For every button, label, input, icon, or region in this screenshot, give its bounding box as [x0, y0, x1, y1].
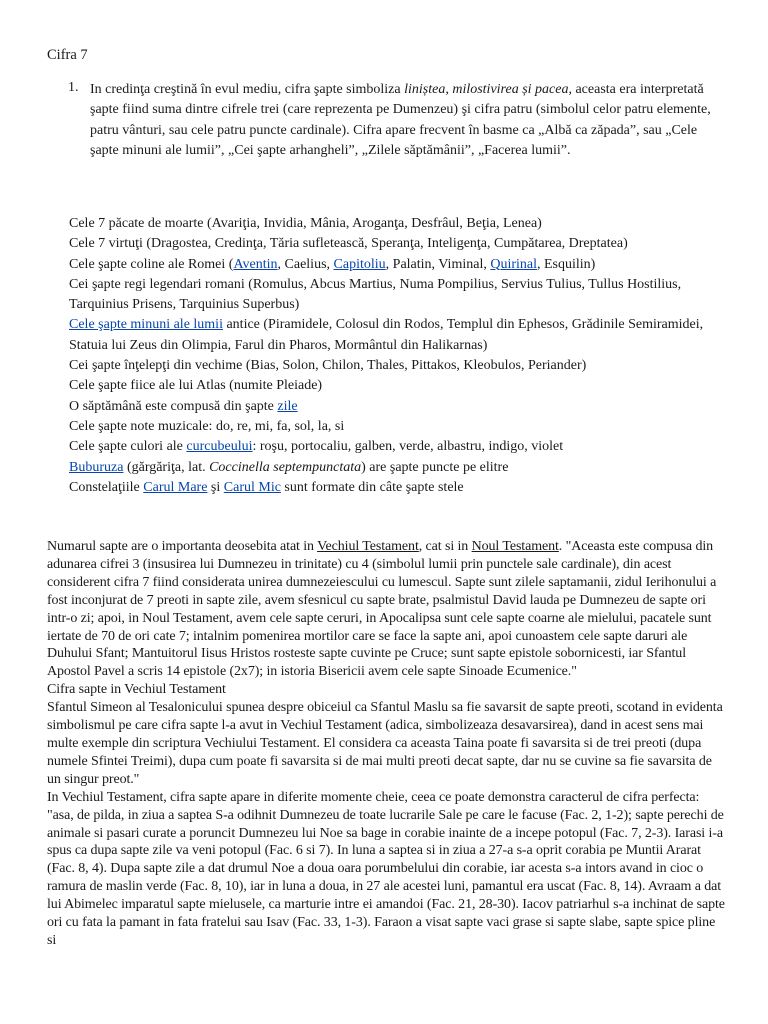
- section-heading: Cifra sapte in Vechiul Testament: [47, 682, 226, 698]
- link-carul-mic[interactable]: Carul Mic: [223, 479, 281, 495]
- link-capitoliu[interactable]: Capitoliu: [333, 256, 386, 272]
- fact-text: Constelaţiile: [69, 479, 144, 495]
- fact-line: Cei şapte regi legendari romani (Romulus, Abcus Martius, Numa Pompilius, Servius Tulius, Tullus Hostilius, Tarquinius Prisens, Tarquinius Superbus): [69, 276, 682, 313]
- fact-text: antice (Piramidele, Colosul din Rodos, Templul din Ephesos, Grădinile Semiramidei, Statuia lui Zeus din Olimpia, Farul din Pharos, Mormântul din Halikarnas): [69, 317, 704, 353]
- fact-line: Cele şapte note muzicale: do, re, mi, fa, sol, la, si: [69, 418, 345, 434]
- fact-text: sunt formate din câte şapte stele: [280, 479, 464, 495]
- fact-text: O săptămână este compusă din şapte: [69, 398, 278, 414]
- fact-text: şi: [207, 479, 224, 495]
- fact-line: [69, 437, 729, 457]
- list-number: 1.: [68, 80, 79, 95]
- fact-text: , Caelius,: [277, 256, 334, 272]
- fact-text: ) are şapte puncte pe elitre: [361, 459, 509, 475]
- fact-line: [69, 255, 729, 275]
- paragraph-text: , cat si in: [418, 539, 472, 554]
- link-cele-sapte-minuni[interactable]: Cele şapte minuni ale lumii: [69, 317, 223, 333]
- list-item-text: , aceasta era interpretată şapte fiind suma dintre cifrele trei (care reprezenta pe Dumenzeu) şi cifra patru (simbolul celor patru elemente, patru vânturi, sau cele patru puncte cardinale). Cifra apare frecvent în basme ca „Albă ca zăpada”, sau „Cele şapte minuni ale lumii”, „Cei şapte arhangheli”, „Zilele săptămânii”, „Facerea lumii”.: [90, 82, 711, 159]
- facts-list: [69, 214, 729, 498]
- paragraph-text: Numarul sapte are o importanta deosebita atat in: [47, 539, 318, 554]
- fact-line: Cele 7 virtuţi (Dragostea, Credinţa, Tăria sufletească, Speranţa, Inteligenţa, Cumpătarea, Dreptatea): [69, 236, 628, 252]
- link-curcubeului[interactable]: curcubeului: [186, 439, 253, 455]
- list-item-text: In credinţa creştină în evul mediu, cifra şapte simboliza: [90, 82, 405, 97]
- fact-text: Cele şapte culori ale: [69, 439, 187, 455]
- fact-text: , Esquilin): [536, 256, 596, 272]
- link-buburuza[interactable]: Buburuza: [69, 459, 124, 475]
- body-text: [47, 538, 727, 950]
- paragraph: [47, 538, 727, 681]
- fact-text: Cele şapte coline ale Romei (: [69, 256, 234, 272]
- fact-text: , Palatin, Viminal,: [385, 256, 491, 272]
- fact-line: Cei şapte înţelepţi din vechime (Bias, Solon, Chilon, Thales, Pittakos, Kleobulos, Periander): [69, 358, 587, 374]
- fact-line: [69, 397, 729, 417]
- fact-italic: Coccinella septempunctata: [209, 459, 362, 475]
- fact-line: Cele 7 păcate de moarte (Avariţia, Invidia, Mânia, Aroganţa, Desfrâul, Beţia, Lenea): [69, 216, 542, 231]
- underlined-term: Noul Testament: [471, 539, 559, 554]
- page-title: Cifra 7: [47, 47, 88, 63]
- fact-line: [69, 478, 729, 498]
- fact-line: Cele şapte fiice ale lui Atlas (numite Pleiade): [69, 378, 323, 394]
- fact-line: [69, 315, 729, 356]
- paragraph: Sfantul Simeon al Tesalonicului spunea despre obiceiul ca Sfantul Maslu sa fie savarsit de sapte preoti, scotand in evidenta simbolismul pe care cifra sapte l-a avut in Vechiul Testament (adica, simbolizeaza desavarsirea), dand in acest sens mai multe exemple din scriptura Vechiului Testament. El considera ca aceasta Taina poate fi savarsita si de trei preoti (dupa numele Sfintei Treimi), dupa cum poate fi savarsita si de mai multi preoti decat sapte, dar nu se cuvine sa fie savarsita de un singur preot.": [47, 700, 723, 787]
- fact-text: (gărgăriţa, lat.: [123, 459, 210, 475]
- list-item-1: [90, 80, 720, 162]
- underlined-term: Vechiul Testament: [317, 539, 419, 554]
- list-item-italic: liniștea, milostivirea și pacea: [404, 82, 569, 97]
- link-zile[interactable]: zile: [277, 398, 298, 414]
- paragraph-text: . "Aceasta este compusa din adunarea cifrei 3 (insusirea lui Dumnezeu in trinitate) cu 4 (simbolul lumii prin punctele sale cardinale), din acest considerent cifra 7 fiind considerata unirea dumnezeiescului cu lumescul. Sapte sunt zilele saptamanii, zidul Ierihonului a fost inconjurat de 7 preoti in sapte zile, avem sfesnicul cu sapte brate, psalmistul David lauda pe Dumnezeu de sapte ori intr-o zi; apoi, in Noul Testament, avem cele sapte ceruri, in Apocalipsa sunt cele sapte coarne ale mielului, pacatele sunt iertate de 70 de ori cate 7; intalnim pomenirea mortilor care se face la sapte ani, apoi cunoastem cele sapte daruri ale Duhului Sfant; Mantuitorul Iisus Hristos rosteste sapte cuvinte pe Cruce; sunt sapte epistole sobornicesti, iar Sfantul Apostol Pavel a scris 14 epistole (2x7); in istoria Bisericii avem cele sapte Sinoade Ecumenice.": [47, 539, 717, 680]
- fact-text: : roşu, portocaliu, galben, verde, albastru, indigo, violet: [252, 439, 564, 455]
- link-aventin[interactable]: Aventin: [233, 256, 278, 272]
- link-carul-mare[interactable]: Carul Mare: [143, 479, 208, 495]
- fact-line: [69, 458, 729, 478]
- paragraph: In Vechiul Testament, cifra sapte apare in diferite momente cheie, ceea ce poate demonstra caracterul de cifra perfecta: "asa, de pilda, in ziua a saptea S-a odihnit Dumnezeu de toate lucrarile Sale pe care le facuse (Fac. 2, 1-2); sapte perechi de animale si pasari curate a poruncit Dumnezeu lui Noe sa bage in corabie inainte de a incepe potopul (Fac. 7, 2-3). Iarasi i-a spus ca dupa sapte zile va veni potopul (Fac. 6 si 7). In luna a saptea si in ziua a 27-a s-a oprit corabia pe Muntii Ararat (Fac. 8, 4). Dupa sapte zile a dat drumul Noe a doua oara porumbelului din corabie, iar acesta s-a intors avand in cioc o ramura de maslin verde (Fac. 8, 10), iar in luna a doua, in 27 ale acestei luni, pamantul era uscat (Fac. 8, 14). Avraam a dat lui Abimelec imparatul sapte mielusele, ca marturie intre ei amandoi (Fac. 21, 28-30). Iacov patriarhul s-a inchinat de sapte ori cu fata la pamant in fata fratelui sau Isav (Fac. 33, 1-3). Faraon a visat sapte vaci grase si sapte slabe, sapte spice pline si: [47, 789, 725, 948]
- link-quirinal[interactable]: Quirinal: [490, 256, 537, 272]
